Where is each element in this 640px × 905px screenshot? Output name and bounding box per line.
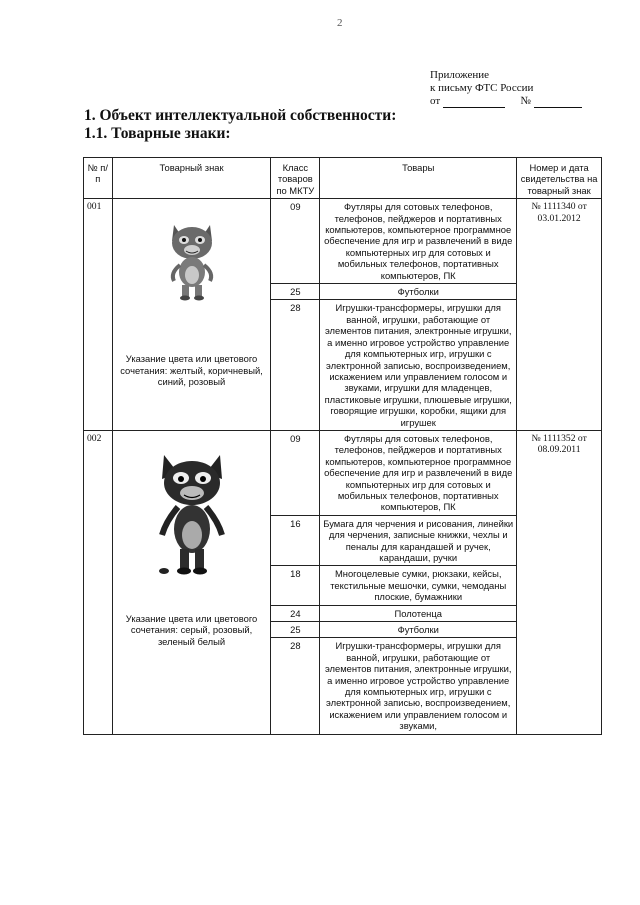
header-num: № п/п: [84, 158, 113, 199]
header-goods: Товары: [320, 158, 517, 199]
registration-number: № 1111352 от 08.09.2011: [517, 430, 602, 734]
page-number: 2: [337, 17, 343, 29]
class-code: 28: [271, 300, 320, 430]
goods-list: Футляры для сотовых телефонов, телефонов, пейджеров и портативных компьютеров, компьютерное программное обеспечение для игр и развлечений в виде компьютерных игр для сотовых и мобильных телефонов, портативных компьютеров, ПК: [320, 199, 517, 284]
table-row: [84, 430, 602, 515]
goods-list: Многоцелевые сумки, рюкзаки, кейсы, текстильные мешочки, сумки, чемоданы плоские, бумажники: [320, 566, 517, 605]
header-reg: Номер и дата свидетельства на товарный знак: [517, 158, 602, 199]
goods-list: Футляры для сотовых телефонов, телефонов, пейджеров и портативных компьютеров, компьютерное программное обеспечение для игр и развлечений в виде компьютерных игр для сотовых и мобильных телефонов, портативных компьютеров, ПК: [320, 430, 517, 515]
trademarks-table: [83, 157, 602, 735]
goods-list: Футболки: [320, 622, 517, 638]
appendix-line-3: [430, 95, 582, 108]
goods-list: Футболки: [320, 284, 517, 300]
cat-icon: [160, 217, 224, 303]
heading-2: 1.1. Товарные знаки:: [84, 125, 231, 142]
goods-list: Бумага для черчения и рисования, линейки для черчения, записные книжки, чехлы и пеналы для карандашей и ручек, карандаши, ручки: [320, 515, 517, 566]
cat-icon: [152, 451, 232, 581]
appendix-line-1: Приложение: [430, 69, 490, 81]
class-code: 28: [271, 638, 320, 734]
class-code: 09: [271, 199, 320, 284]
trademark-cell: [112, 430, 271, 734]
trademark-cell: [112, 199, 271, 431]
class-code: 25: [271, 622, 320, 638]
number-label: №: [520, 95, 531, 107]
goods-list: Игрушки-трансформеры, игрушки для ванной, игрушки, работающие от элементов питания, электронные игрушки, а именно игровое устройство управление для компьютерных игр, игрушки с электронной записью, воспроизведением, искажением или управлением голосом и звуками,: [320, 638, 517, 734]
appendix-note: [430, 69, 582, 108]
number-blank: [534, 97, 582, 108]
class-code: 24: [271, 605, 320, 621]
goods-list: Полотенца: [320, 605, 517, 621]
entry-number: 001: [84, 199, 113, 431]
header-mark: Товарный знак: [112, 158, 271, 199]
appendix-line-2: к письму ФТС России: [430, 82, 534, 94]
table-header-row: [84, 158, 602, 199]
date-blank: [443, 97, 505, 108]
class-code: 18: [271, 566, 320, 605]
from-label: от: [430, 95, 441, 107]
color-note: Указание цвета или цветового сочетания: серый, розовый, зеленый белый: [125, 612, 258, 647]
color-note: Указание цвета или цветового сочетания: желтый, коричневый, синий, розовый: [120, 353, 263, 388]
table-row: [84, 199, 602, 284]
header-class: Класс товаров по МКТУ: [271, 158, 320, 199]
goods-list: Игрушки-трансформеры, игрушки для ванной, игрушки, работающие от элементов питания, электронные игрушки, а именно игровое устройство управление для компьютерных игр, игрушки с электронной записью, воспроизведением, искажением или управлением голосом и звуками, игрушки для младенцев, пластиковые игрушки, плюшевые игрушки, говорящие игрушки, коробки, ящики для игрушек: [320, 300, 517, 430]
heading-1: 1. Объект интеллектуальной собственности:: [84, 107, 397, 124]
entry-number: 002: [84, 430, 113, 734]
class-code: 25: [271, 284, 320, 300]
registration-number: № 1111340 от 03.01.2012: [517, 199, 602, 431]
class-code: 16: [271, 515, 320, 566]
class-code: 09: [271, 430, 320, 515]
